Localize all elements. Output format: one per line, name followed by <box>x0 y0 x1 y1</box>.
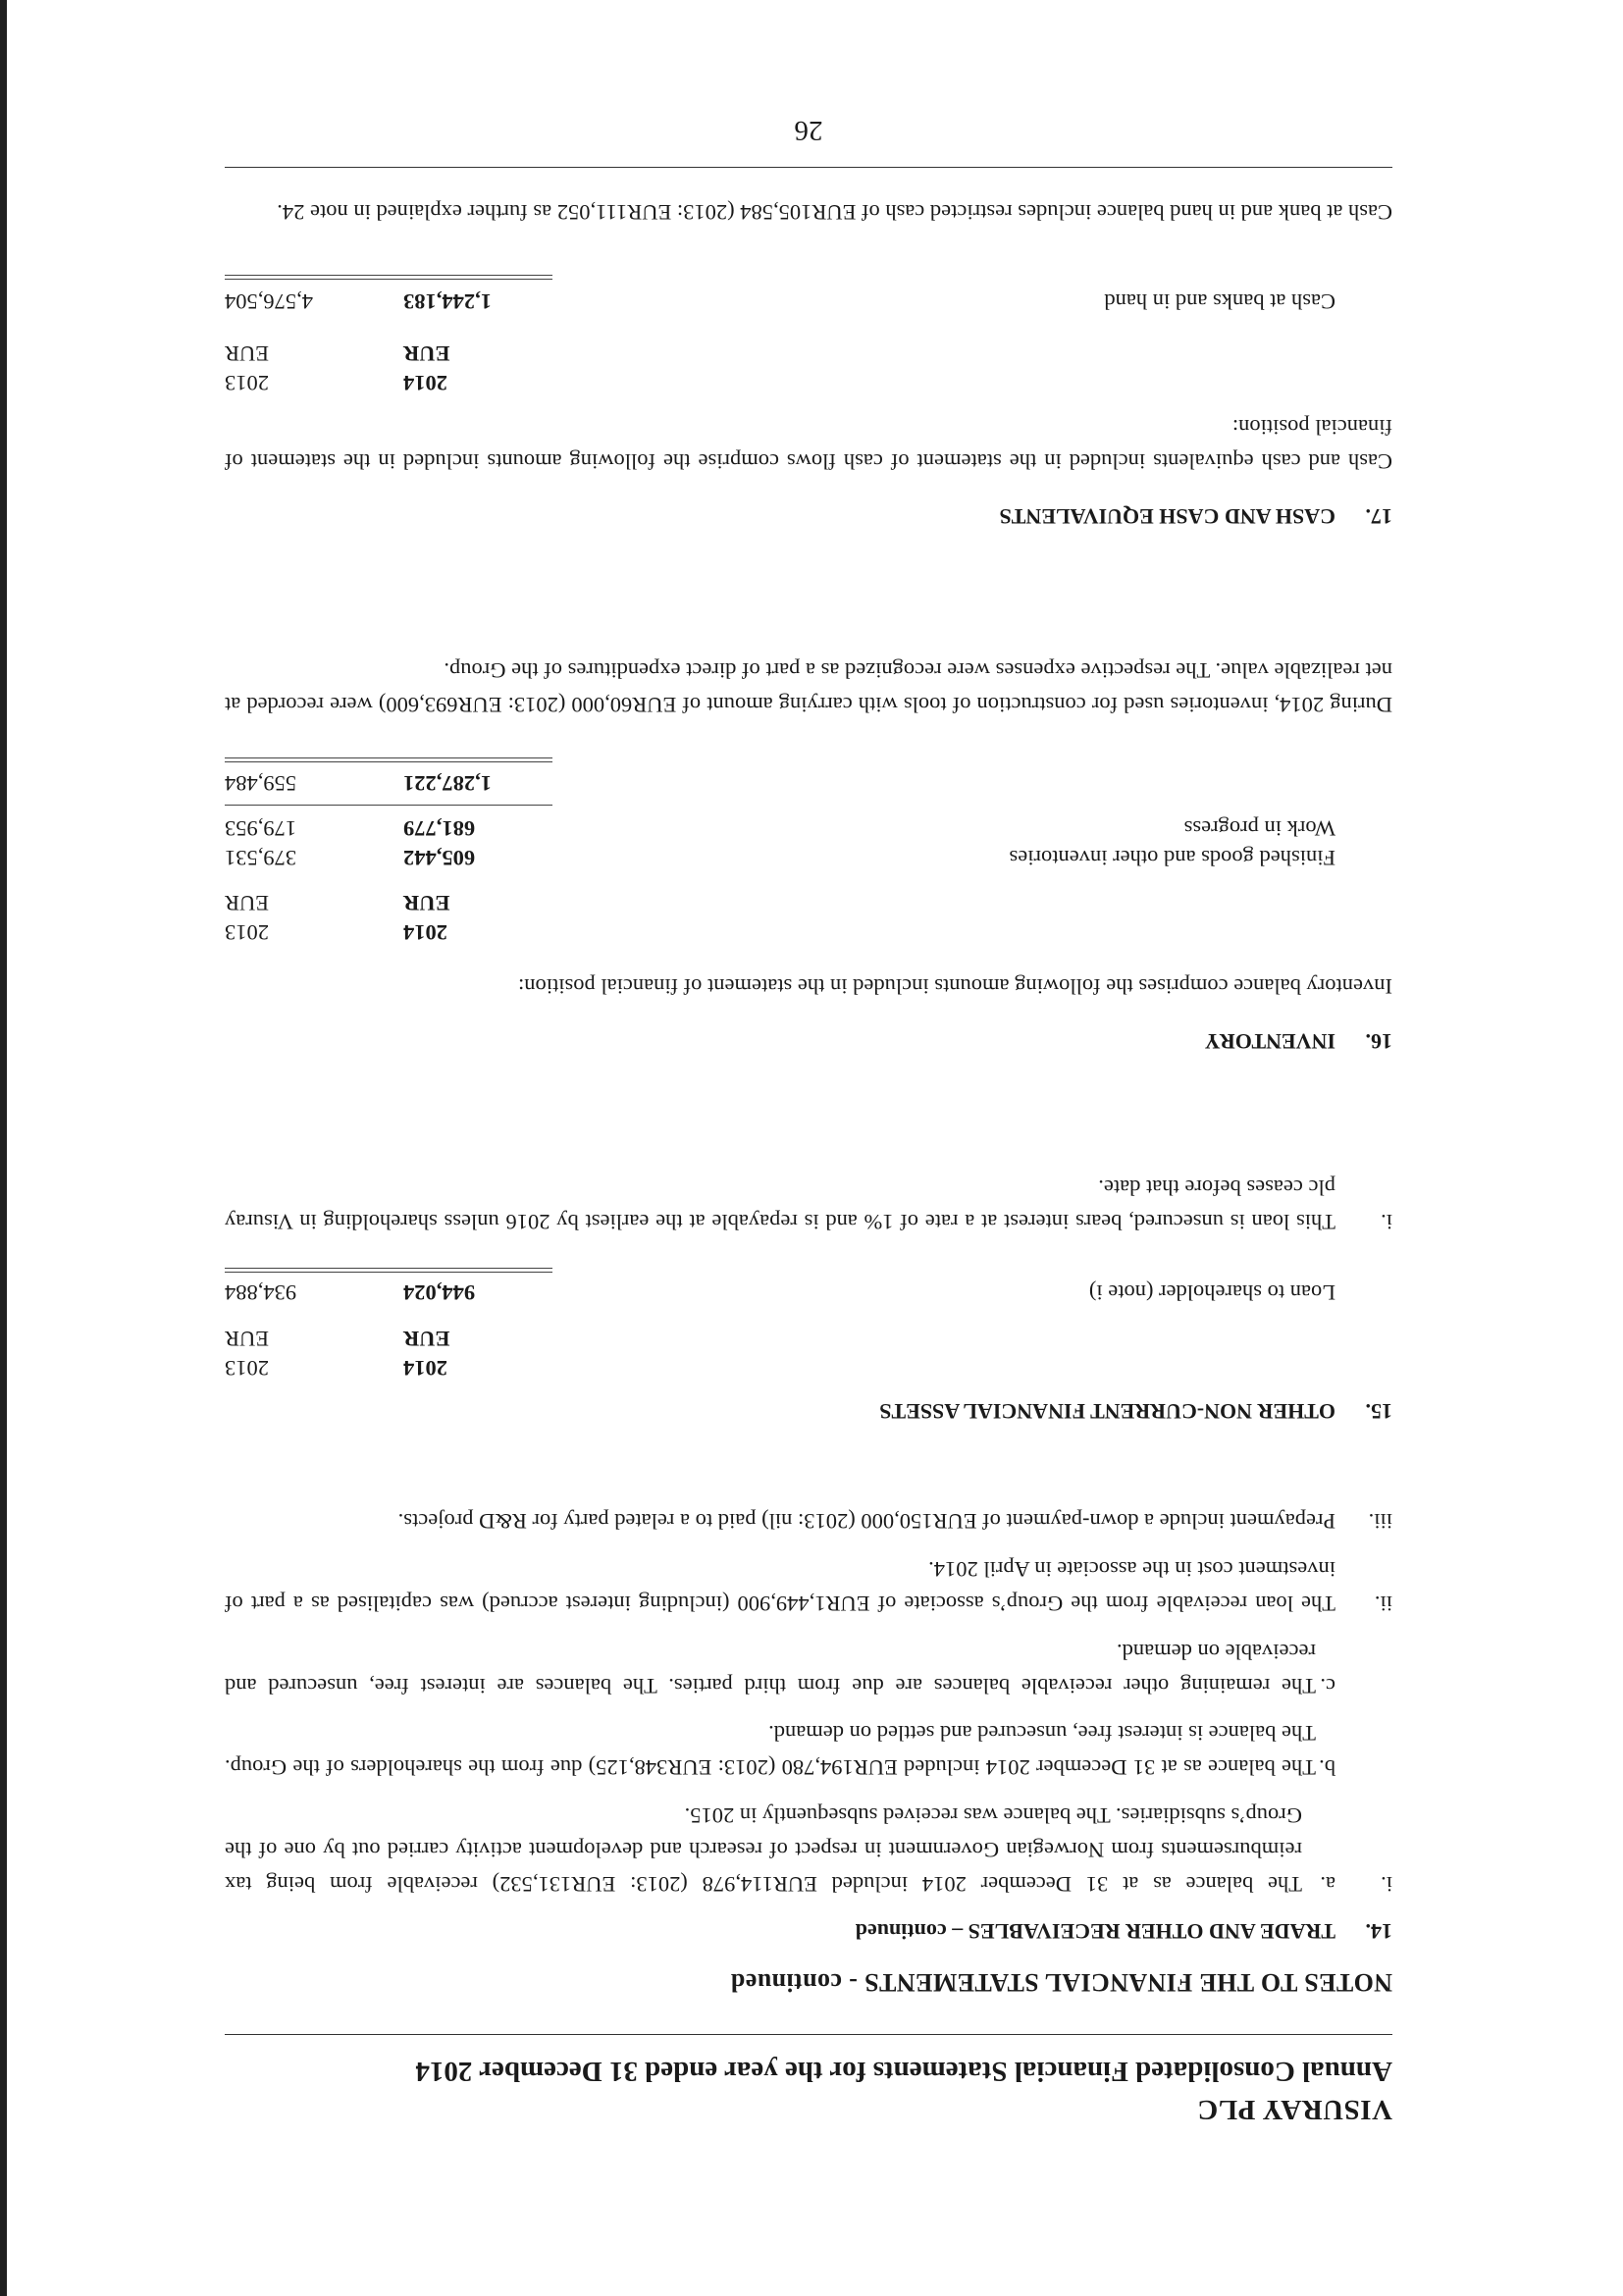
table-cell-2014: 1,244,183 <box>403 289 492 315</box>
note-15-footnote-text: This loan is unsecured, bears interest at a rate of 1% and is repayable at the earliest by 2016 unless shareholding in Visuray plc ceases before that date. <box>225 1175 1335 1234</box>
subtotal-rule <box>225 805 552 806</box>
item-marker: b. <box>1319 1755 1335 1781</box>
note-14-item-ii <box>225 1551 1392 1620</box>
item-marker: c. <box>1320 1673 1335 1698</box>
col-2013-header: 2013 <box>225 920 269 946</box>
table-row-label: Finished goods and other inventories <box>1009 846 1335 871</box>
table-cell-2014: 605,442 <box>403 846 476 871</box>
col-2013-currency: EUR <box>225 891 269 916</box>
total-double-rule <box>225 275 552 280</box>
document-header <box>225 2052 1392 2128</box>
note-16-table <box>225 743 1335 949</box>
note-17-number: 17. <box>1365 504 1392 529</box>
note-14 <box>225 1503 1392 1948</box>
footer-rule <box>225 167 1392 168</box>
total-double-rule <box>225 1268 552 1273</box>
col-2014-header: 2014 <box>403 1355 447 1381</box>
note-14-item-c <box>225 1634 1335 1702</box>
header-rule <box>225 2034 1392 2035</box>
col-2014-currency: EUR <box>403 341 450 367</box>
total-2014: 1,287,221 <box>403 771 492 797</box>
table-row-label: Work in progress <box>1183 816 1335 842</box>
table-cell-2013: 379,531 <box>225 846 297 871</box>
note-17-table <box>225 272 1335 399</box>
note-14-item-b-text: The balance as at 31 December 2014 included EUR194,780 (2013: EUR348,125) due from the shareholders of the Group. The balance is interest free, unsecured and settled on demand. <box>225 1721 1316 1781</box>
item-marker: i. <box>1381 1871 1392 1897</box>
col-2013-header: 2013 <box>225 1355 269 1381</box>
col-2013-currency: EUR <box>225 341 269 367</box>
item-marker: ii. <box>1374 1591 1392 1616</box>
note-14-item-b <box>225 1716 1335 1785</box>
table-cell-2013: 4,576,504 <box>225 289 313 315</box>
note-16-footnote: During 2014, inventories used for construction of tools with carrying amount of EUR60,000 (2013: EUR693,600) were recorded at net realizable value. The respective expenses were recognized as a part of direct expenditures of the Group. <box>225 658 1392 718</box>
note-14-item-a-text: The balance as at 31 December 2014 included EUR114,978 (2013: EUR131,532) receivable from being tax reimbursements from Norwegian Government in respect of research and development activity carried out by one of the Group’s subsidiaries. The balance was received subsequently in 2015. <box>225 1803 1302 1897</box>
note-14-item-a <box>225 1798 1335 1901</box>
table-cell-2014: 944,024 <box>403 1279 476 1305</box>
note-15-number: 15. <box>1365 1399 1392 1424</box>
report-subtitle: Annual Consolidated Financial Statements for the year ended 31 December 2014 <box>415 2055 1392 2087</box>
page-number: 26 <box>794 115 823 146</box>
note-14-heading <box>225 1914 1392 1948</box>
note-15-title: OTHER NON-CURRENT FINANCIAL ASSETS <box>879 1399 1335 1424</box>
table-cell-2013: 179,953 <box>225 816 297 842</box>
note-15-heading <box>225 1394 1392 1428</box>
note-16-number: 16. <box>1365 1029 1392 1054</box>
table-row-label: Loan to shareholder (note i) <box>1088 1279 1335 1305</box>
col-2013-currency: EUR <box>225 1326 269 1351</box>
note-14-item-iii-text: Prepayment include a down-payment of EUR150,000 (2013: nil) paid to a related party for R&D projects. <box>397 1509 1335 1535</box>
note-17 <box>225 194 1392 533</box>
note-16 <box>225 652 1392 1058</box>
col-2014-header: 2014 <box>403 371 447 396</box>
company-name: VISURAY PLC <box>1196 2094 1392 2125</box>
note-14-item-c-text: The remaining other receivable balances are due from third parties. The balances are interest free, unsecured and receivable on demand. <box>225 1639 1316 1698</box>
note-16-intro: Inventory balance comprises the following amounts included in the statement of financial position: <box>517 973 1392 999</box>
note-14-item-iii <box>225 1503 1392 1538</box>
item-marker: a. <box>1320 1871 1335 1897</box>
note-14-item-i <box>225 1634 1392 1901</box>
item-marker: i. <box>1381 1209 1392 1234</box>
note-16-title: INVENTORY <box>1204 1029 1335 1054</box>
col-2014-currency: EUR <box>403 1326 450 1351</box>
table-cell-2014: 681,779 <box>403 816 476 842</box>
note-14-title: TRADE AND OTHER RECEIVABLES – continued <box>855 1919 1335 1944</box>
note-17-heading <box>225 499 1392 533</box>
note-17-title: CASH AND CASH EQUIVALENTS <box>999 504 1335 529</box>
note-14-number: 14. <box>1365 1919 1392 1944</box>
col-2014-header: 2014 <box>403 920 447 946</box>
col-2014-currency: EUR <box>403 891 450 916</box>
table-row-label: Cash at banks and in hand <box>1104 289 1335 315</box>
total-2013: 559,484 <box>225 771 297 797</box>
note-16-heading <box>225 1024 1392 1058</box>
table-cell-2013: 934,884 <box>225 1279 297 1305</box>
section-title: NOTES TO THE FINANCIAL STATEMENTS - continued <box>730 1968 1392 1997</box>
note-17-footnote: Cash at bank and in hand balance includes restricted cash of EUR105,584 (2013: EUR111,052 as further explained in note 24. <box>277 200 1392 226</box>
note-15-table <box>225 1262 1335 1384</box>
note-15-footnote <box>225 1170 1392 1238</box>
note-14-item-ii-text: The loan receivable from the Group’s associate of EUR1,449,900 (including interest accrued) was capitalised as a part of investment cost in the associate in April 2014. <box>225 1556 1335 1616</box>
total-double-rule <box>225 757 552 762</box>
col-2013-header: 2013 <box>225 371 269 396</box>
note-15 <box>225 1170 1392 1428</box>
item-marker: iii. <box>1368 1509 1392 1535</box>
note-17-intro: Cash and cash equivalents included in the statement of cash flows comprise the following amounts included in the statement of financial position: <box>225 415 1392 474</box>
